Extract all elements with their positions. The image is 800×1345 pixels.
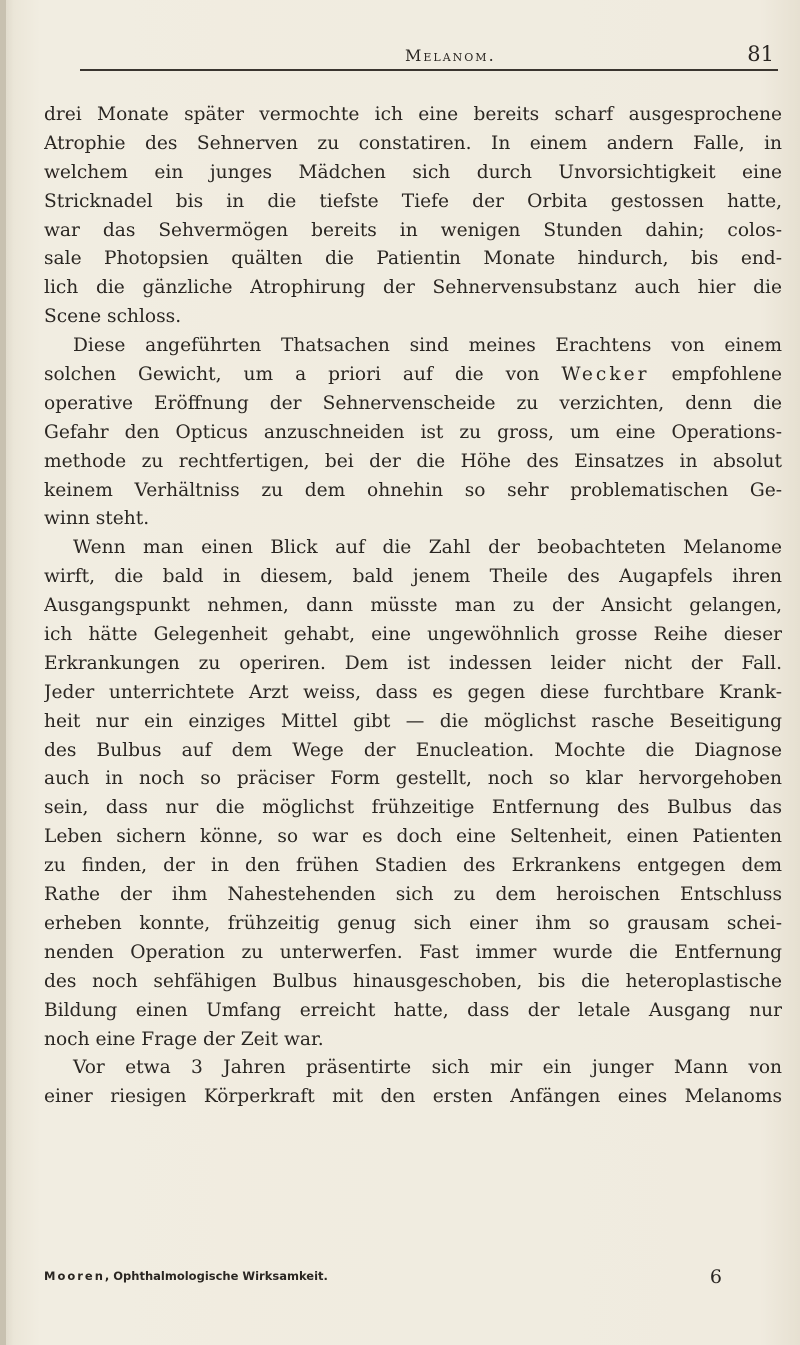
- text-line: nenden Operation zu unterwerfen. Fast immer wurde die Entfernung: [44, 941, 782, 963]
- text-segment: solchen Gewicht, um a priori auf die von: [44, 364, 562, 386]
- text-line: des Bulbus auf dem Wege der Enucleation. Mochte die Diagnose: [44, 739, 782, 761]
- text-line: welchem ein junges Mädchen sich durch Unvorsichtigkeit eine: [44, 161, 782, 183]
- text-line: Ausgangspunkt nehmen, dann müsste man zu der Ansicht gelangen,: [44, 595, 782, 617]
- page-number: 81: [747, 42, 774, 66]
- text-line: erheben konnte, frühzeitig genug sich einer ihm so grausam schei-: [44, 912, 782, 934]
- footer-citation: [44, 1269, 328, 1283]
- text-line: war das Sehvermögen bereits in wenigen Stunden dahin; colos-: [44, 219, 782, 241]
- text-line: Atrophie des Sehnerven zu constatiren. In einem andern Falle, in: [44, 132, 782, 154]
- text-line: auch in noch so präciser Form gestellt, noch so klar hervorgehoben: [44, 768, 782, 790]
- signature-mark: 6: [709, 1266, 722, 1288]
- text-line: des noch sehfähigen Bulbus hinausgeschoben, bis die heteroplastische: [44, 970, 782, 992]
- text-line: heit nur ein einziges Mittel gibt — die möglichst rasche Beseitigung: [44, 710, 782, 732]
- text-line: operative Eröffnung der Sehnervenscheide zu verzichten, denn die: [44, 392, 782, 414]
- text-line: Rathe der ihm Nahestehenden sich zu dem heroischen Entschluss: [44, 884, 782, 906]
- text-line: zu finden, der in den frühen Stadien des Erkrankens entgegen dem: [44, 855, 782, 877]
- text-line: noch eine Frage der Zeit war.: [44, 1028, 324, 1050]
- text-line: Bildung einen Umfang erreicht hatte, dass der letale Ausgang nur: [44, 999, 782, 1021]
- text-line: Diese angeführten Thatsachen sind meines Erachtens von einem: [73, 335, 782, 357]
- text-line: drei Monate später vermochte ich eine bereits scharf ausgesprochene: [44, 104, 782, 125]
- text-line: Leben sichern könne, so war es doch eine Seltenheit, einen Patienten: [44, 826, 782, 848]
- footer-author: Mooren: [44, 1269, 105, 1283]
- text-line: winn steht.: [44, 508, 150, 530]
- running-title: Melanom.: [405, 46, 496, 65]
- text-line: methode zu rechtfertigen, bei der die Höhe des Einsatzes in absolut: [44, 450, 782, 472]
- body-text: [44, 101, 782, 1112]
- page-header: [40, 42, 780, 72]
- page-gutter: [0, 0, 6, 1345]
- text-line: sale Photopsien quälten die Patientin Monate hindurch, bis end-: [44, 248, 782, 270]
- page-footer: [44, 1266, 782, 1288]
- text-line: sein, dass nur die möglichst frühzeitige Entfernung des Bulbus das: [44, 797, 782, 819]
- text-line: Stricknadel bis in die tiefste Tiefe der Orbita gestossen hatte,: [44, 190, 782, 212]
- footer-title: , Ophthalmologische Wirksamkeit.: [104, 1269, 328, 1283]
- author-name: Wecker: [561, 364, 650, 386]
- text-line: [44, 361, 782, 390]
- text-line: einer riesigen Körperkraft mit den ersten Anfängen eines Melanoms: [44, 1086, 782, 1108]
- text-line: Wenn man einen Blick auf die Zahl der beobachteten Melanome: [73, 537, 782, 559]
- text-line: Scene schloss.: [44, 306, 182, 328]
- text-line: Vor etwa 3 Jahren präsentirte sich mir ein junger Mann von: [73, 1057, 782, 1079]
- text-line: wirft, die bald in diesem, bald jenem Theile des Augapfels ihren: [44, 566, 782, 588]
- header-rule: [80, 69, 778, 71]
- text-line: Erkrankungen zu operiren. Dem ist indessen leider nicht der Fall.: [44, 652, 782, 674]
- text-line: keinem Verhältniss zu dem ohnehin so sehr problematischen Ge-: [44, 479, 782, 501]
- text-segment: empfohlene: [649, 364, 782, 386]
- text-line: lich die gänzliche Atrophirung der Sehnervensubstanz auch hier die: [44, 277, 782, 299]
- text-line: Gefahr den Opticus anzuschneiden ist zu gross, um eine Operations-: [44, 421, 782, 443]
- text-line: Jeder unterrichtete Arzt weiss, dass es gegen diese furchtbare Krank-: [44, 681, 782, 703]
- text-line: ich hätte Gelegenheit gehabt, eine ungewöhnlich grosse Reihe dieser: [44, 624, 782, 646]
